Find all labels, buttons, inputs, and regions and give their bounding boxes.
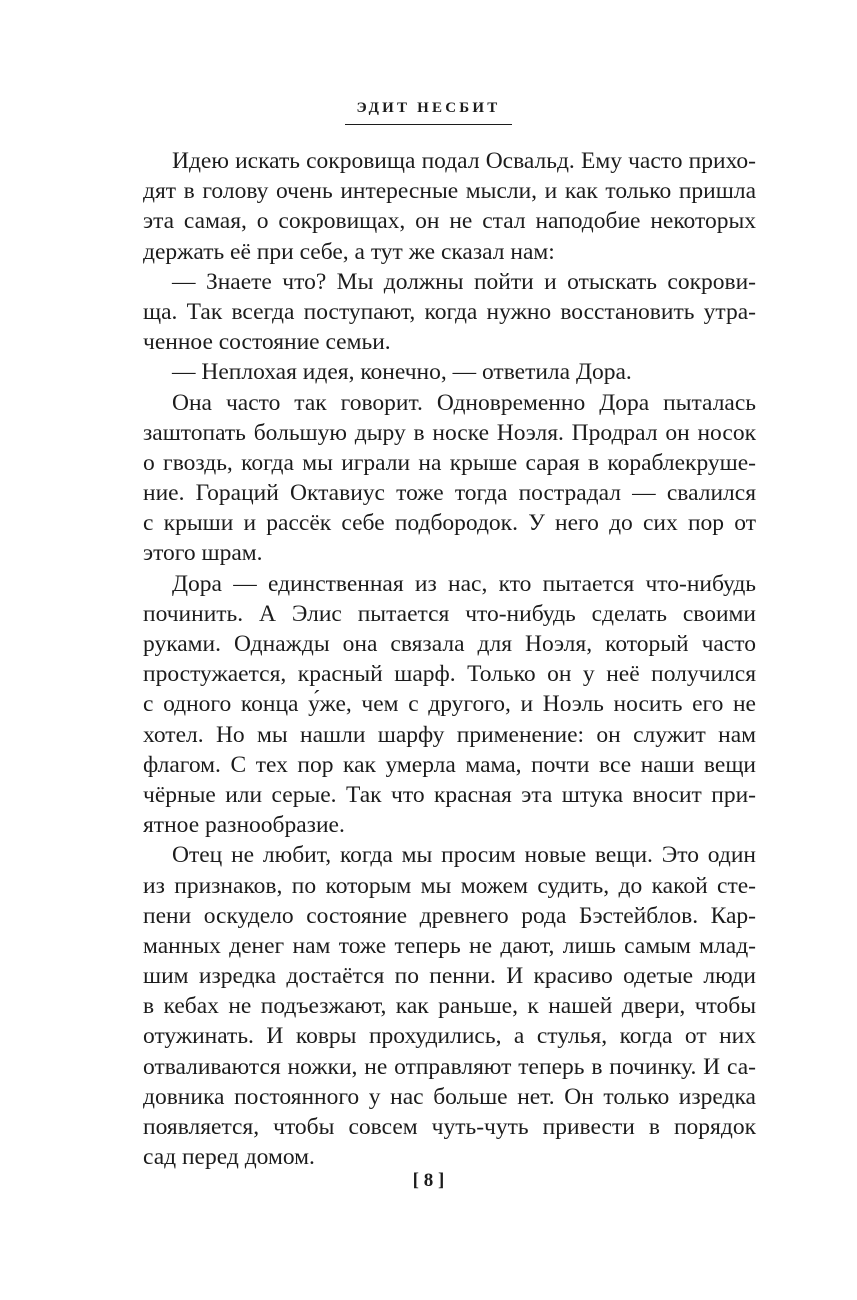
text-line: Идею искать сокровища подал Освальд. Ему часто прихо- xyxy=(172,148,756,174)
text-line: заштопать большую дыру в носке Ноэля. Продрал он носок xyxy=(143,419,756,446)
text-line: хотел. Но мы нашли шарфу применение: он служит нам xyxy=(143,721,756,748)
body-text xyxy=(143,146,756,1172)
text-line: простужается, красный шарф. Только он у неё получился xyxy=(143,661,756,688)
text-line: пени оскудело состояние древнего рода Бэстейблов. Кар- xyxy=(143,902,756,929)
text-line: Отец не любит, когда мы просим новые вещи. Это один xyxy=(172,842,756,869)
text-line: держать её при себе, а тут же сказал нам: xyxy=(143,238,555,265)
text-line: — Неплохая идея, конечно, — ответила Дора. xyxy=(172,359,632,386)
text-line: с крыши и рассёк себе подбородок. У него до сих пор от xyxy=(143,510,756,537)
text-line: в кебах не подъезжают, как раньше, к нашей двери, чтобы xyxy=(143,993,756,1020)
text-line: — Знаете что? Мы должны пойти и отыскать сокрови- xyxy=(172,268,756,295)
text-line: починить. А Элис пытается что-нибудь сделать своими xyxy=(143,600,756,627)
text-line: чёрные или серые. Так что красная эта штука вносит при- xyxy=(143,781,756,808)
page-number: [ 8 ] xyxy=(412,1170,445,1191)
text-line: флагом. С тех пор как умерла мама, почти все наши вещи xyxy=(143,751,756,778)
text-line: довника постоянного у нас больше нет. Он только изредка xyxy=(143,1083,756,1110)
text-line: отужинать. И ковры прохудились, а стулья, когда от них xyxy=(143,1023,756,1050)
text-line: эта самая, о сокровищах, он не стал наподобие некоторых xyxy=(143,208,756,235)
text-line: отваливаются ножки, не отправляют теперь в починку. И са- xyxy=(143,1053,756,1080)
text-line: сад перед домом. xyxy=(143,1144,315,1171)
text-line: руками. Однажды она связала для Ноэля, который часто xyxy=(143,631,756,657)
text-line: ятное разнообразие. xyxy=(143,812,345,839)
text-line: этого шрам. xyxy=(143,540,263,567)
text-line: Она часто так говорит. Одновременно Дора пыталась xyxy=(172,389,756,416)
text-line: манных денег нам тоже теперь не дают, лишь самым млад- xyxy=(143,932,756,959)
text-line: с одного конца у́же, чем с другого, и Ноэль носить его не xyxy=(143,691,756,718)
text-line: ченное состояние семьи. xyxy=(143,329,391,356)
author-name: ЭДИТ НЕСБИТ xyxy=(345,100,513,125)
running-head xyxy=(0,99,857,125)
text-line: появляется, чтобы совсем чуть-чуть привести в порядок xyxy=(143,1114,756,1140)
text-line: ща. Так всегда поступают, когда нужно восстановить утра- xyxy=(143,298,756,325)
text-line: о гвоздь, когда мы играли на крыше сарая в кораблекруше- xyxy=(143,449,756,476)
text-line: дят в голову очень интересные мысли, и как только пришла xyxy=(143,178,756,205)
text-line: шим изредка достаётся по пенни. И красиво одетые люди xyxy=(143,963,756,990)
text-line: ние. Гораций Октавиус тоже тогда пострадал — свалился xyxy=(143,480,756,507)
text-line: Дора — единственная из нас, кто пытается что-нибудь xyxy=(172,570,756,597)
text-line: из признаков, по которым мы можем судить, до какой сте- xyxy=(143,872,756,899)
